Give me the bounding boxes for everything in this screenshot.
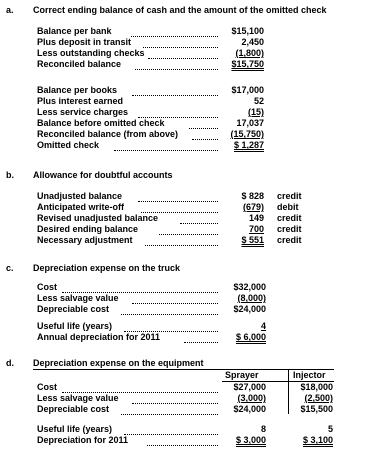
write-off-type: debit [277,202,299,212]
service-charges-value: (15) [247,107,264,117]
section-b-heading: Allowance for doubtful accounts [33,170,173,180]
sprayer-depreciable-value: $24,000 [233,404,266,414]
reconciled-from-above-label: Reconciled balance (from above) [37,129,179,139]
interest-earned-value: 52 [253,96,264,106]
section-d-letter: d. [6,358,14,368]
leader-dots [131,28,218,37]
truck-salvage-label: Less salvage value [37,293,119,303]
leader-dots [141,204,218,213]
leader-dots [148,50,218,59]
equipment-cost-label: Cost [37,382,57,392]
deposit-in-transit-label: Plus deposit in transit [37,37,132,47]
outstanding-checks-label: Less outstanding checks [37,48,145,58]
reconciled-balance-label: Reconciled balance [37,59,122,69]
leader-dots [62,284,218,293]
revised-balance-type: credit [277,213,302,223]
reconciled-balance-value: $15,750 [231,59,264,69]
necessary-adjustment-label: Necessary adjustment [37,235,133,245]
sprayer-depreciation-value: $ 3,000 [235,435,266,445]
truck-cost-value: $32,000 [233,282,266,292]
leader-dots [62,384,218,393]
injector-depreciable-value: $15,500 [300,404,333,414]
leader-dots [138,109,218,118]
unadjusted-balance-type: credit [277,191,302,201]
section-d-heading: Depreciation expense on the equipment [33,358,204,368]
leader-dots [114,142,218,151]
injector-cost-value: $18,000 [300,382,333,392]
annual-depreciation-value: $ 6,000 [235,332,266,342]
write-off-label: Anticipated write-off [37,202,124,212]
revised-balance-label: Revised unadjusted balance [37,213,159,223]
before-omitted-value: 17,037 [236,118,264,128]
truck-depreciable-value: $24,000 [233,304,266,314]
leader-dots [143,39,218,48]
leader-dots [132,295,218,304]
equipment-useful-life-label: Useful life (years) [37,424,113,434]
desired-balance-value: 700 [248,224,264,234]
depreciation-2011-label: Depreciation for 2011 [37,435,129,445]
omitted-check-label: Omitted check [37,140,100,150]
sprayer-salvage-value: (3,000) [237,393,266,403]
truck-useful-life-value: 4 [260,321,266,331]
section-a-heading: Correct ending balance of cash and the amount of the omitted check [33,5,327,15]
leader-dots [180,215,218,224]
sprayer-column-header: Sprayer [225,370,259,380]
leader-dots [138,193,218,202]
truck-cost-label: Cost [37,282,57,292]
revised-balance-value: 149 [248,213,264,223]
leader-dots [121,406,218,415]
write-off-value: (679) [242,202,264,212]
section-c-heading: Depreciation expense on the truck [33,263,181,273]
book-balance-value: $17,000 [231,85,264,95]
annual-depreciation-label: Annual depreciation for 2011 [37,332,161,342]
equipment-salvage-label: Less salvage value [37,393,119,403]
injector-useful-life-value: 5 [327,424,333,434]
service-charges-label: Less service charges [37,107,129,117]
section-b-letter: b. [6,170,14,180]
omitted-check-value: $ 1,287 [233,140,264,150]
leader-dots [121,306,218,315]
leader-dots [124,323,218,332]
leader-dots [132,395,218,404]
leader-dots [159,226,218,235]
injector-salvage-value: (2,500) [304,393,333,403]
leader-dots [189,120,218,129]
leader-dots [132,87,218,96]
leader-dots [135,61,218,70]
necessary-adjustment-type: credit [277,235,302,245]
sprayer-useful-life-value: 8 [260,424,266,434]
before-omitted-label: Balance before omitted check [37,118,165,128]
outstanding-checks-value: (1,800) [235,48,264,58]
interest-earned-label: Plus interest earned [37,96,124,106]
sprayer-cost-value: $27,000 [233,382,266,392]
leader-dots [124,426,218,435]
injector-column-header: Injector [293,370,326,380]
truck-useful-life-label: Useful life (years) [37,321,113,331]
reconciled-from-above-value: (15,750) [230,129,264,139]
book-balance-label: Balance per books [37,85,118,95]
truck-depreciable-label: Depreciable cost [37,304,110,314]
bank-balance-label: Balance per bank [37,26,112,36]
equipment-depreciable-label: Depreciable cost [37,404,110,414]
leader-dots [184,334,218,343]
necessary-adjustment-value: $ 551 [241,235,264,245]
injector-depreciation-value: $ 3,100 [302,435,333,445]
bank-balance-value: $15,100 [231,26,264,36]
desired-balance-label: Desired ending balance [37,224,139,234]
leader-dots [145,237,218,246]
leader-dots [147,437,218,446]
section-c-letter: c. [6,263,14,273]
unadjusted-balance-value: $ 828 [241,191,264,201]
desired-balance-type: credit [277,224,302,234]
section-a-letter: a. [6,5,14,15]
unadjusted-balance-label: Unadjusted balance [37,191,123,201]
deposit-in-transit-value: 2,450 [241,37,264,47]
truck-salvage-value: (8,000) [237,293,266,303]
leader-dots [192,131,218,140]
